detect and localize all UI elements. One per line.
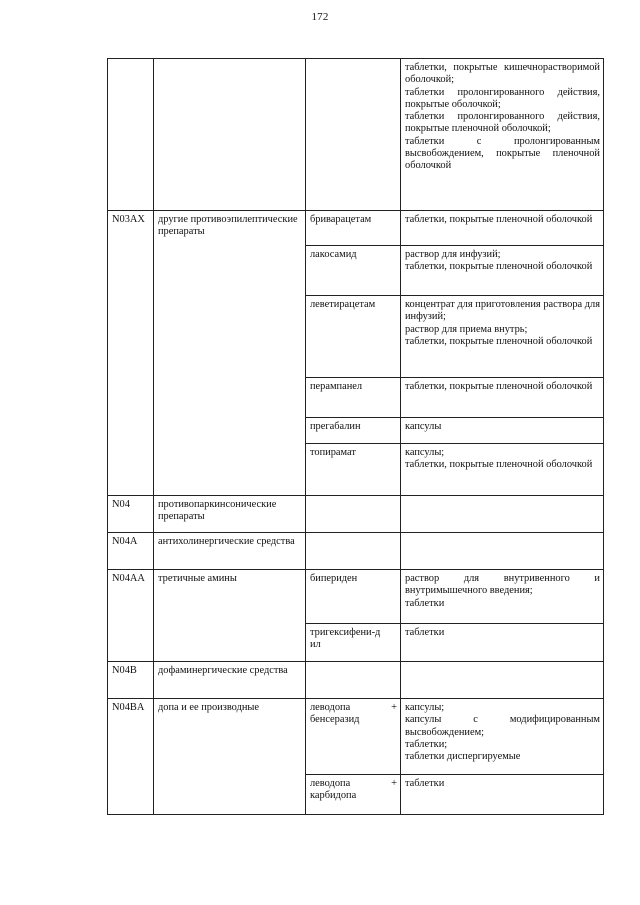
atc-code-cell: N04A [108,533,154,570]
dosage-form: таблетки; [405,738,448,750]
drug-name: леводопа [310,778,351,789]
table-row [108,699,604,775]
dosage-form: раствор для внутривенного и внутримышечного введения; [405,573,600,597]
drug-cell [306,533,401,570]
table-row [108,570,604,624]
drug-cell: бриварацетам [306,211,401,246]
drug-cell: тригексифени-дил [306,624,401,662]
dosage-form: таблетки диспергируемые [405,751,521,763]
drug-cell: бипериден [306,570,401,624]
dosage-forms-cell [401,662,604,699]
drug-cell: перампанел [306,378,401,418]
group-cell: дофаминергические средства [154,662,306,699]
table-row [108,533,604,570]
page-number: 172 [311,11,329,23]
drug-cell: лакосамид [306,246,401,296]
group-cell: допа и ее производные [154,699,306,815]
drug-combination [310,778,397,790]
dosage-forms-cell [401,59,604,211]
drug-table [107,58,604,815]
dosage-form: концентрат для приготовления раствора для инфузий; [405,299,600,323]
drug-combination [310,702,397,714]
dosage-form: таблетки, покрытые пленочной оболочкой [405,335,593,347]
dosage-form: таблетки, покрытые пленочной оболочкой [405,214,593,225]
dosage-forms-cell [401,624,604,662]
atc-code-cell: N04BA [108,699,154,815]
dosage-form: таблетки с пролонгированным высвобождением, покрытые пленочной оболочкой [405,135,600,172]
dosage-form: таблетки, покрытые кишечнорастворимой оболочкой; [405,62,600,86]
group-cell: антихолинергические средства [154,533,306,570]
atc-code-cell: N03AX [108,211,154,496]
table-row [108,662,604,699]
dosage-form: раствор для приема внутрь; [405,323,528,335]
dosage-forms-cell [401,418,604,444]
dosage-form: таблетки, покрытые пленочной оболочкой [405,459,593,471]
atc-code-cell: N04AA [108,570,154,662]
dosage-form: капсулы с модифицированным высвобождением; [405,714,600,738]
dosage-form: таблетки [405,627,445,638]
atc-code-cell [108,59,154,211]
dosage-forms-cell [401,211,604,246]
drug-cell [306,775,401,815]
dosage-forms-cell [401,533,604,570]
dosage-forms-cell [401,378,604,418]
dosage-forms-cell [401,699,604,775]
plus-sign: + [391,702,397,713]
dosage-form: капсулы; [405,702,445,713]
dosage-form: таблетки пролонгированного действия, покрытые оболочкой; [405,86,600,110]
dosage-forms-cell [401,570,604,624]
dosage-form: таблетки пролонгированного действия, покрытые пленочной оболочкой; [405,111,600,135]
table-row [108,211,604,246]
drug-cell: леветирацетам [306,296,401,378]
table-row [108,59,604,211]
drug-cell: прегабалин [306,418,401,444]
drug-name: карбидопа [310,790,357,802]
plus-sign: + [391,778,397,789]
atc-code-cell: N04B [108,662,154,699]
dosage-form: таблетки, покрытые пленочной оболочкой [405,261,593,273]
drug-cell: топирамат [306,444,401,496]
dosage-forms-cell [401,496,604,533]
dosage-form: таблетки [405,778,445,789]
group-cell: другие противоэпилептические препараты [154,211,306,496]
drug-cell [306,699,401,775]
dosage-forms-cell [401,246,604,296]
table-row [108,496,604,533]
dosage-forms-cell [401,296,604,378]
dosage-form: таблетки [405,597,445,609]
drug-cell [306,496,401,533]
dosage-form: капсулы; [405,447,445,458]
dosage-forms-cell [401,444,604,496]
group-cell [154,59,306,211]
drug-name: бенсеразид [310,714,360,726]
dosage-forms-cell [401,775,604,815]
group-cell: третичные амины [154,570,306,662]
drug-cell [306,662,401,699]
dosage-form: раствор для инфузий; [405,249,501,260]
dosage-form: таблетки, покрытые пленочной оболочкой [405,381,593,392]
drug-cell [306,59,401,211]
atc-code-cell: N04 [108,496,154,533]
dosage-form: капсулы [405,421,442,432]
group-cell: противопаркинсонические препараты [154,496,306,533]
drug-name: леводопа [310,702,351,713]
